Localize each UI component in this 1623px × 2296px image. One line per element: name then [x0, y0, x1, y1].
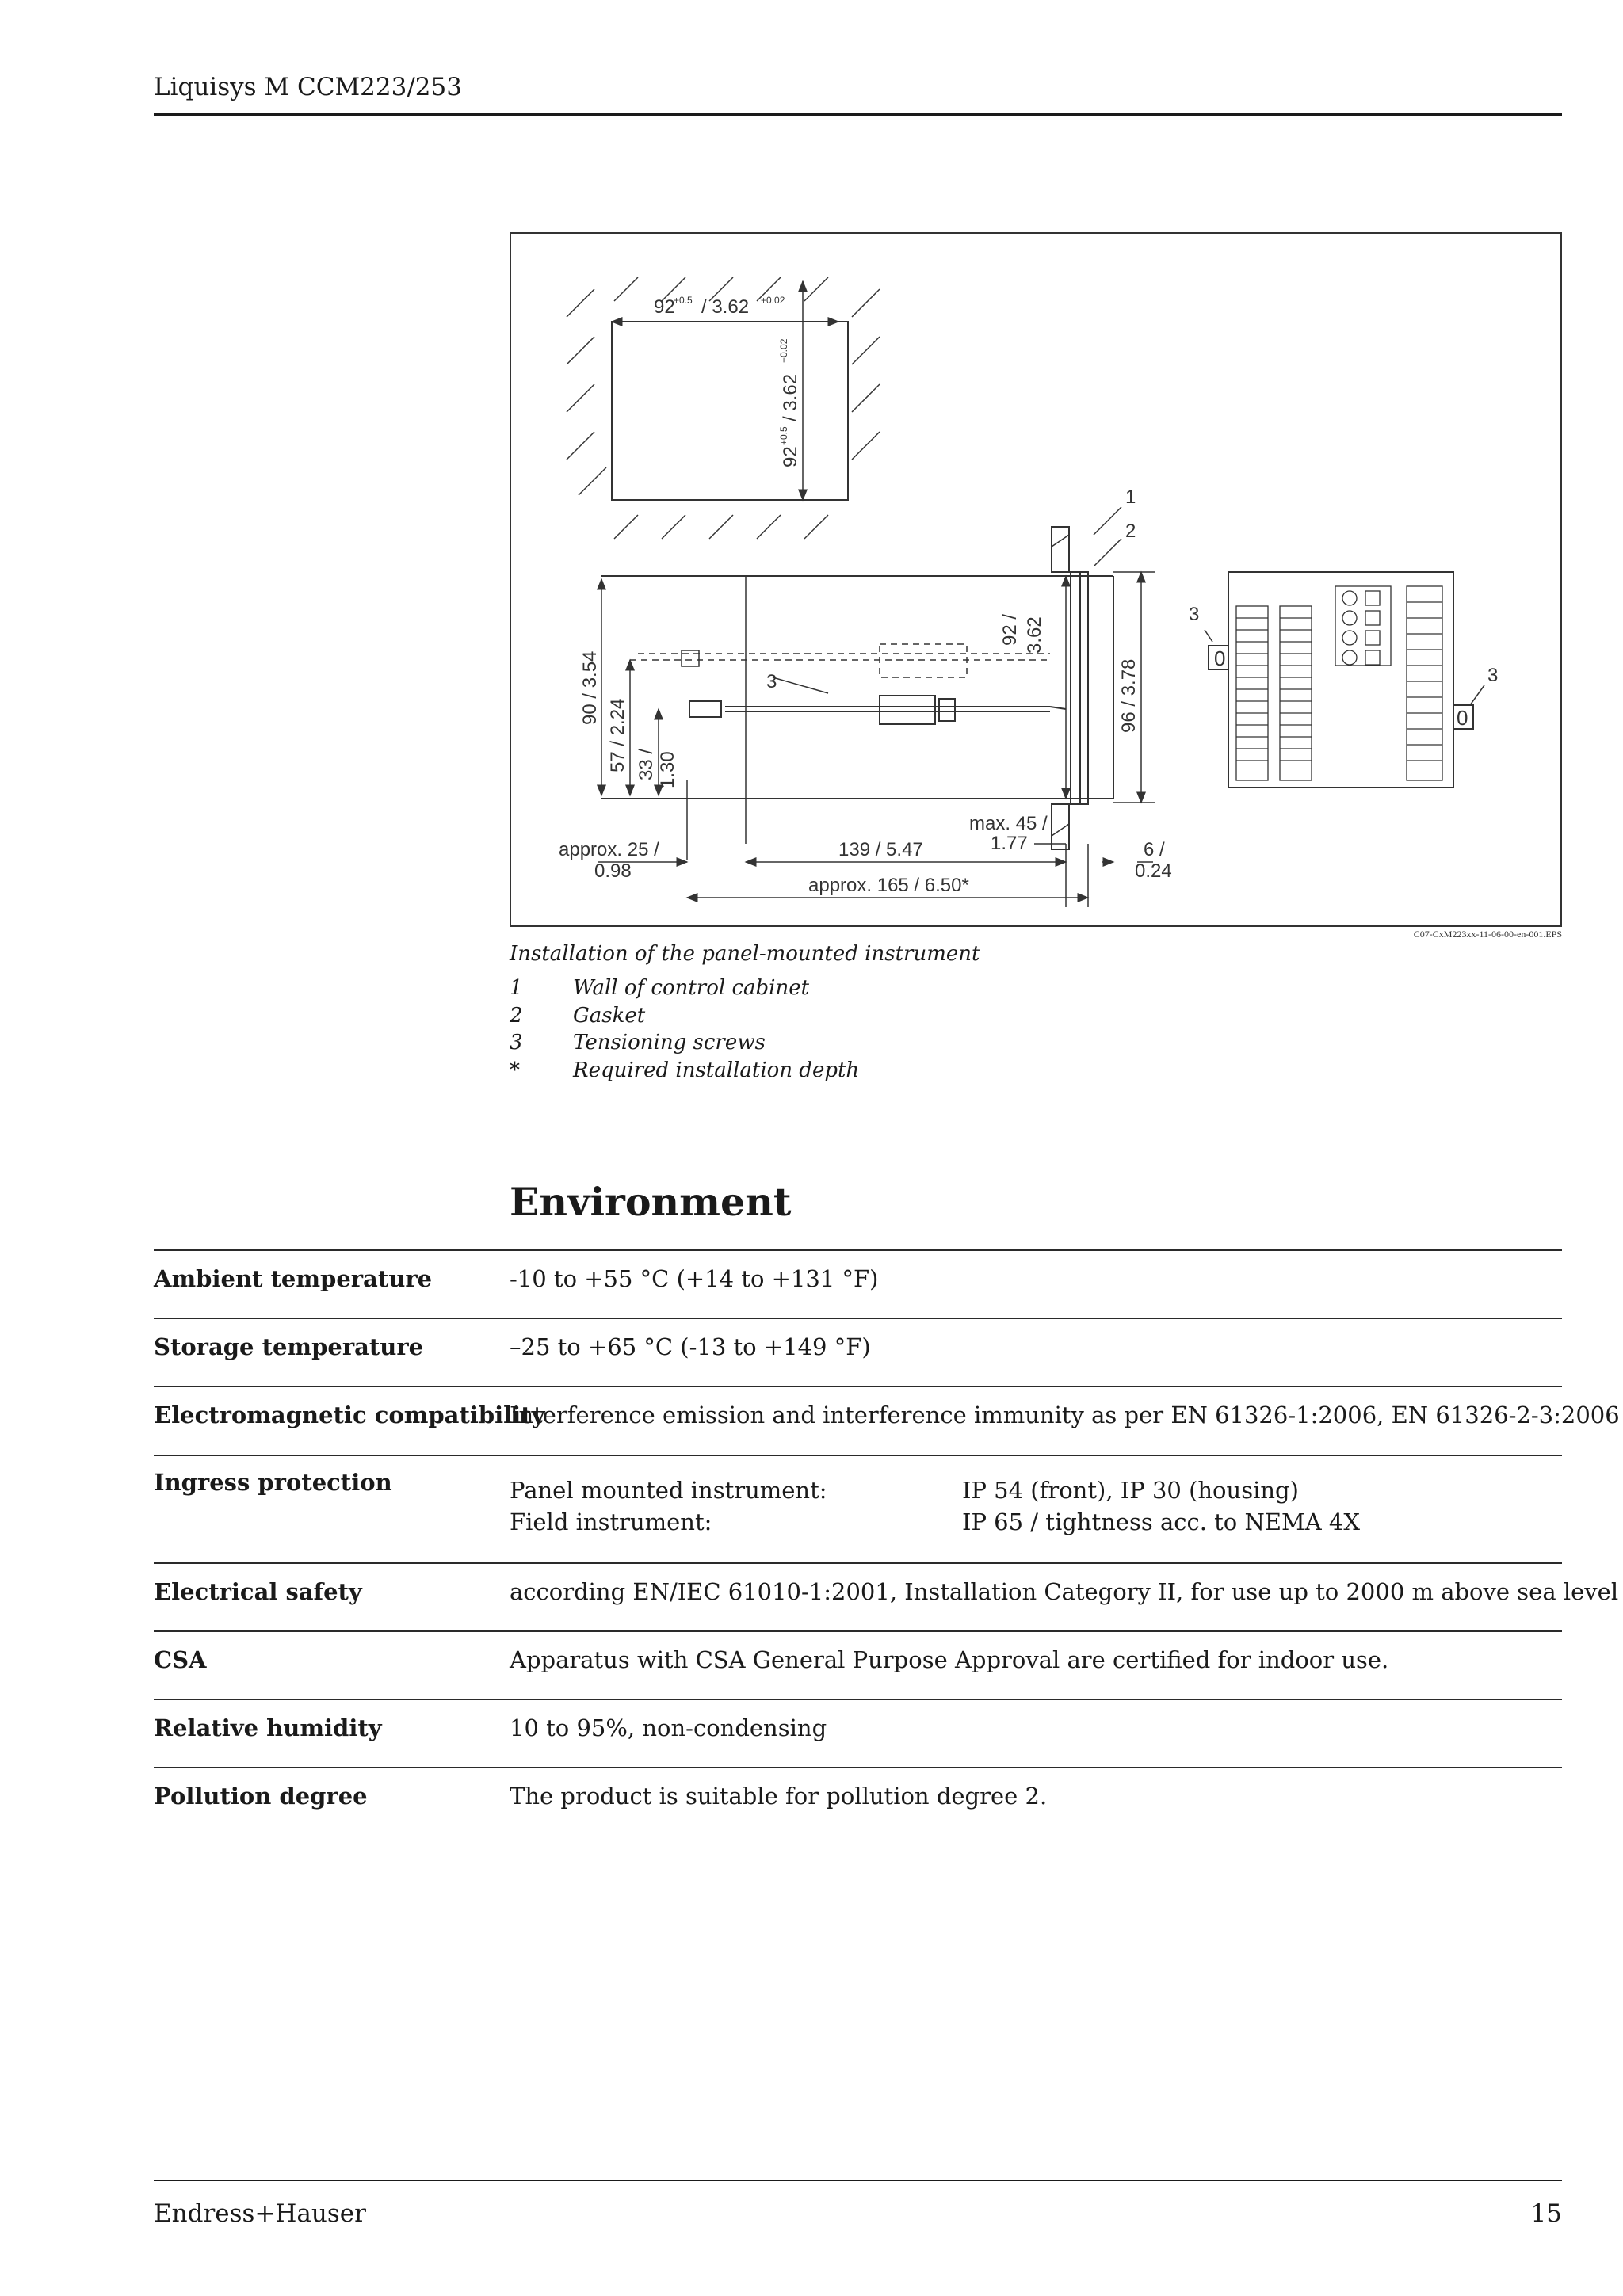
- row-electrical-safety: [154, 1562, 1619, 1630]
- ingress-panel-value: IP 54 (front), IP 30 (housing): [962, 1477, 1299, 1504]
- panel-cutout-outline: [612, 322, 848, 500]
- figure-file-id: C07-CxM223xx-11-06-00-en-001.EPS: [1413, 929, 1562, 940]
- row-value: –25 to +65 °C (-13 to +149 °F): [510, 1333, 871, 1360]
- environment-table: [154, 1249, 1620, 1835]
- row-csa: [154, 1630, 1562, 1699]
- legend-text: Required installation depth: [573, 1058, 860, 1082]
- dim-cutout-width-base: 92: [654, 296, 675, 318]
- figure-caption: Installation of the panel-mounted instrument: [510, 942, 980, 966]
- tensioning-screw-dashed: [630, 644, 1050, 677]
- dim-96: 96 / 3.78: [1118, 658, 1140, 733]
- dim-max45-b: 1.77: [991, 833, 1028, 854]
- legend-number: *: [510, 1058, 520, 1082]
- header-rule: [154, 113, 1562, 116]
- dim-92-a: 92 /: [999, 613, 1021, 646]
- row-label: Pollution degree: [154, 1783, 368, 1810]
- dim-33-a: 33 /: [636, 748, 657, 780]
- dim-165: approx. 165 / 6.50*: [808, 875, 969, 896]
- dim-6-b: 0.24: [1135, 860, 1172, 882]
- dim-25-a: approx. 25 /: [559, 839, 659, 860]
- row-value: The product is suitable for pollution degree 2.: [510, 1783, 1048, 1810]
- row-value: Apparatus with CSA General Purpose Approval are certified for indoor use.: [510, 1646, 1389, 1673]
- dim-92-b: 3.62: [1024, 616, 1045, 654]
- dim-cutout-width-tol: +0.5: [674, 295, 693, 306]
- row-storage-temperature: [154, 1318, 1562, 1386]
- callout-3-center: 3: [766, 671, 777, 692]
- row-pollution-degree: [154, 1767, 1562, 1835]
- dim-cutout-height-inch: / 3.62: [780, 373, 801, 421]
- legend-number: 1: [510, 976, 523, 1000]
- callout-3-left: 3: [1189, 604, 1200, 625]
- callout-3-right: 3: [1487, 665, 1499, 686]
- row-electromagnetic-compatibility: [154, 1386, 1620, 1455]
- dim-cutout-width-inch-tol: +0.02: [761, 295, 785, 306]
- dim-90: 90 / 3.54: [579, 650, 601, 725]
- terminal-blocks: [1236, 586, 1442, 780]
- row-ingress-protection: [154, 1455, 1562, 1562]
- callout-1: 1: [1125, 486, 1136, 508]
- row-label: Electrical safety: [154, 1578, 362, 1605]
- row-label: Ingress protection: [154, 1469, 392, 1496]
- row-label: Relative humidity: [154, 1714, 382, 1741]
- row-label: Electromagnetic compatibility: [154, 1402, 545, 1428]
- ingress-panel-label: Panel mounted instrument:: [510, 1477, 827, 1504]
- footer-company: Endress+Hauser: [154, 2199, 366, 2228]
- cabinet-wall-top: [1052, 527, 1069, 572]
- dim-57: 57 / 2.24: [607, 698, 628, 772]
- ingress-field-label: Field instrument:: [510, 1508, 712, 1535]
- terminal-marker-right: 0: [1457, 706, 1468, 730]
- row-label: Ambient temperature: [154, 1265, 433, 1292]
- row-ambient-temperature: [154, 1249, 1562, 1318]
- installation-diagram: [510, 232, 1562, 927]
- row-value: Interference emission and interference immunity as per EN 61326-1:2006, EN 61326-2-3:2006: [510, 1402, 1620, 1428]
- legend-text: Tensioning screws: [573, 1031, 766, 1055]
- cabinet-wall-bottom: [1052, 804, 1069, 849]
- legend-number: 3: [510, 1031, 523, 1055]
- row-value: 10 to 95%, non-condensing: [510, 1714, 827, 1741]
- row-label: Storage temperature: [154, 1333, 424, 1360]
- dim-cutout-height-inch-tol: +0.02: [778, 338, 789, 363]
- legend-text: Wall of control cabinet: [573, 976, 810, 1000]
- document-title: Liquisys M CCM223/253: [154, 73, 462, 101]
- rear-view-housing: [1228, 572, 1453, 788]
- dim-139: 139 / 5.47: [838, 839, 923, 860]
- row-label: CSA: [154, 1646, 207, 1673]
- row-relative-humidity: [154, 1699, 1562, 1767]
- legend-number: 2: [510, 1003, 523, 1028]
- footer-rule: [154, 2180, 1562, 2181]
- row-value: according EN/IEC 61010-1:2001, Installation Category II, for use up to 2000 m above sea level: [510, 1578, 1619, 1605]
- callout-2: 2: [1125, 521, 1136, 542]
- dim-cutout-height-tol: +0.5: [778, 426, 789, 445]
- ingress-field-value: IP 65 / tightness acc. to NEMA 4X: [962, 1508, 1360, 1535]
- section-heading: Environment: [510, 1179, 792, 1225]
- dim-33-b: 1.30: [657, 751, 678, 788]
- terminal-marker-left: 0: [1214, 646, 1226, 670]
- diagram-drawing: [511, 234, 1560, 925]
- dim-6-a: 6 /: [1144, 839, 1165, 860]
- dim-max45-a: max. 45 /: [969, 813, 1048, 834]
- row-value: -10 to +55 °C (+14 to +131 °F): [510, 1265, 879, 1292]
- legend-text: Gasket: [573, 1003, 646, 1028]
- dim-25-b: 0.98: [594, 860, 632, 882]
- dim-cutout-height-base: 92: [780, 446, 801, 467]
- page-number: 15: [1530, 2199, 1562, 2228]
- dim-cutout-width-inch: / 3.62: [701, 296, 750, 318]
